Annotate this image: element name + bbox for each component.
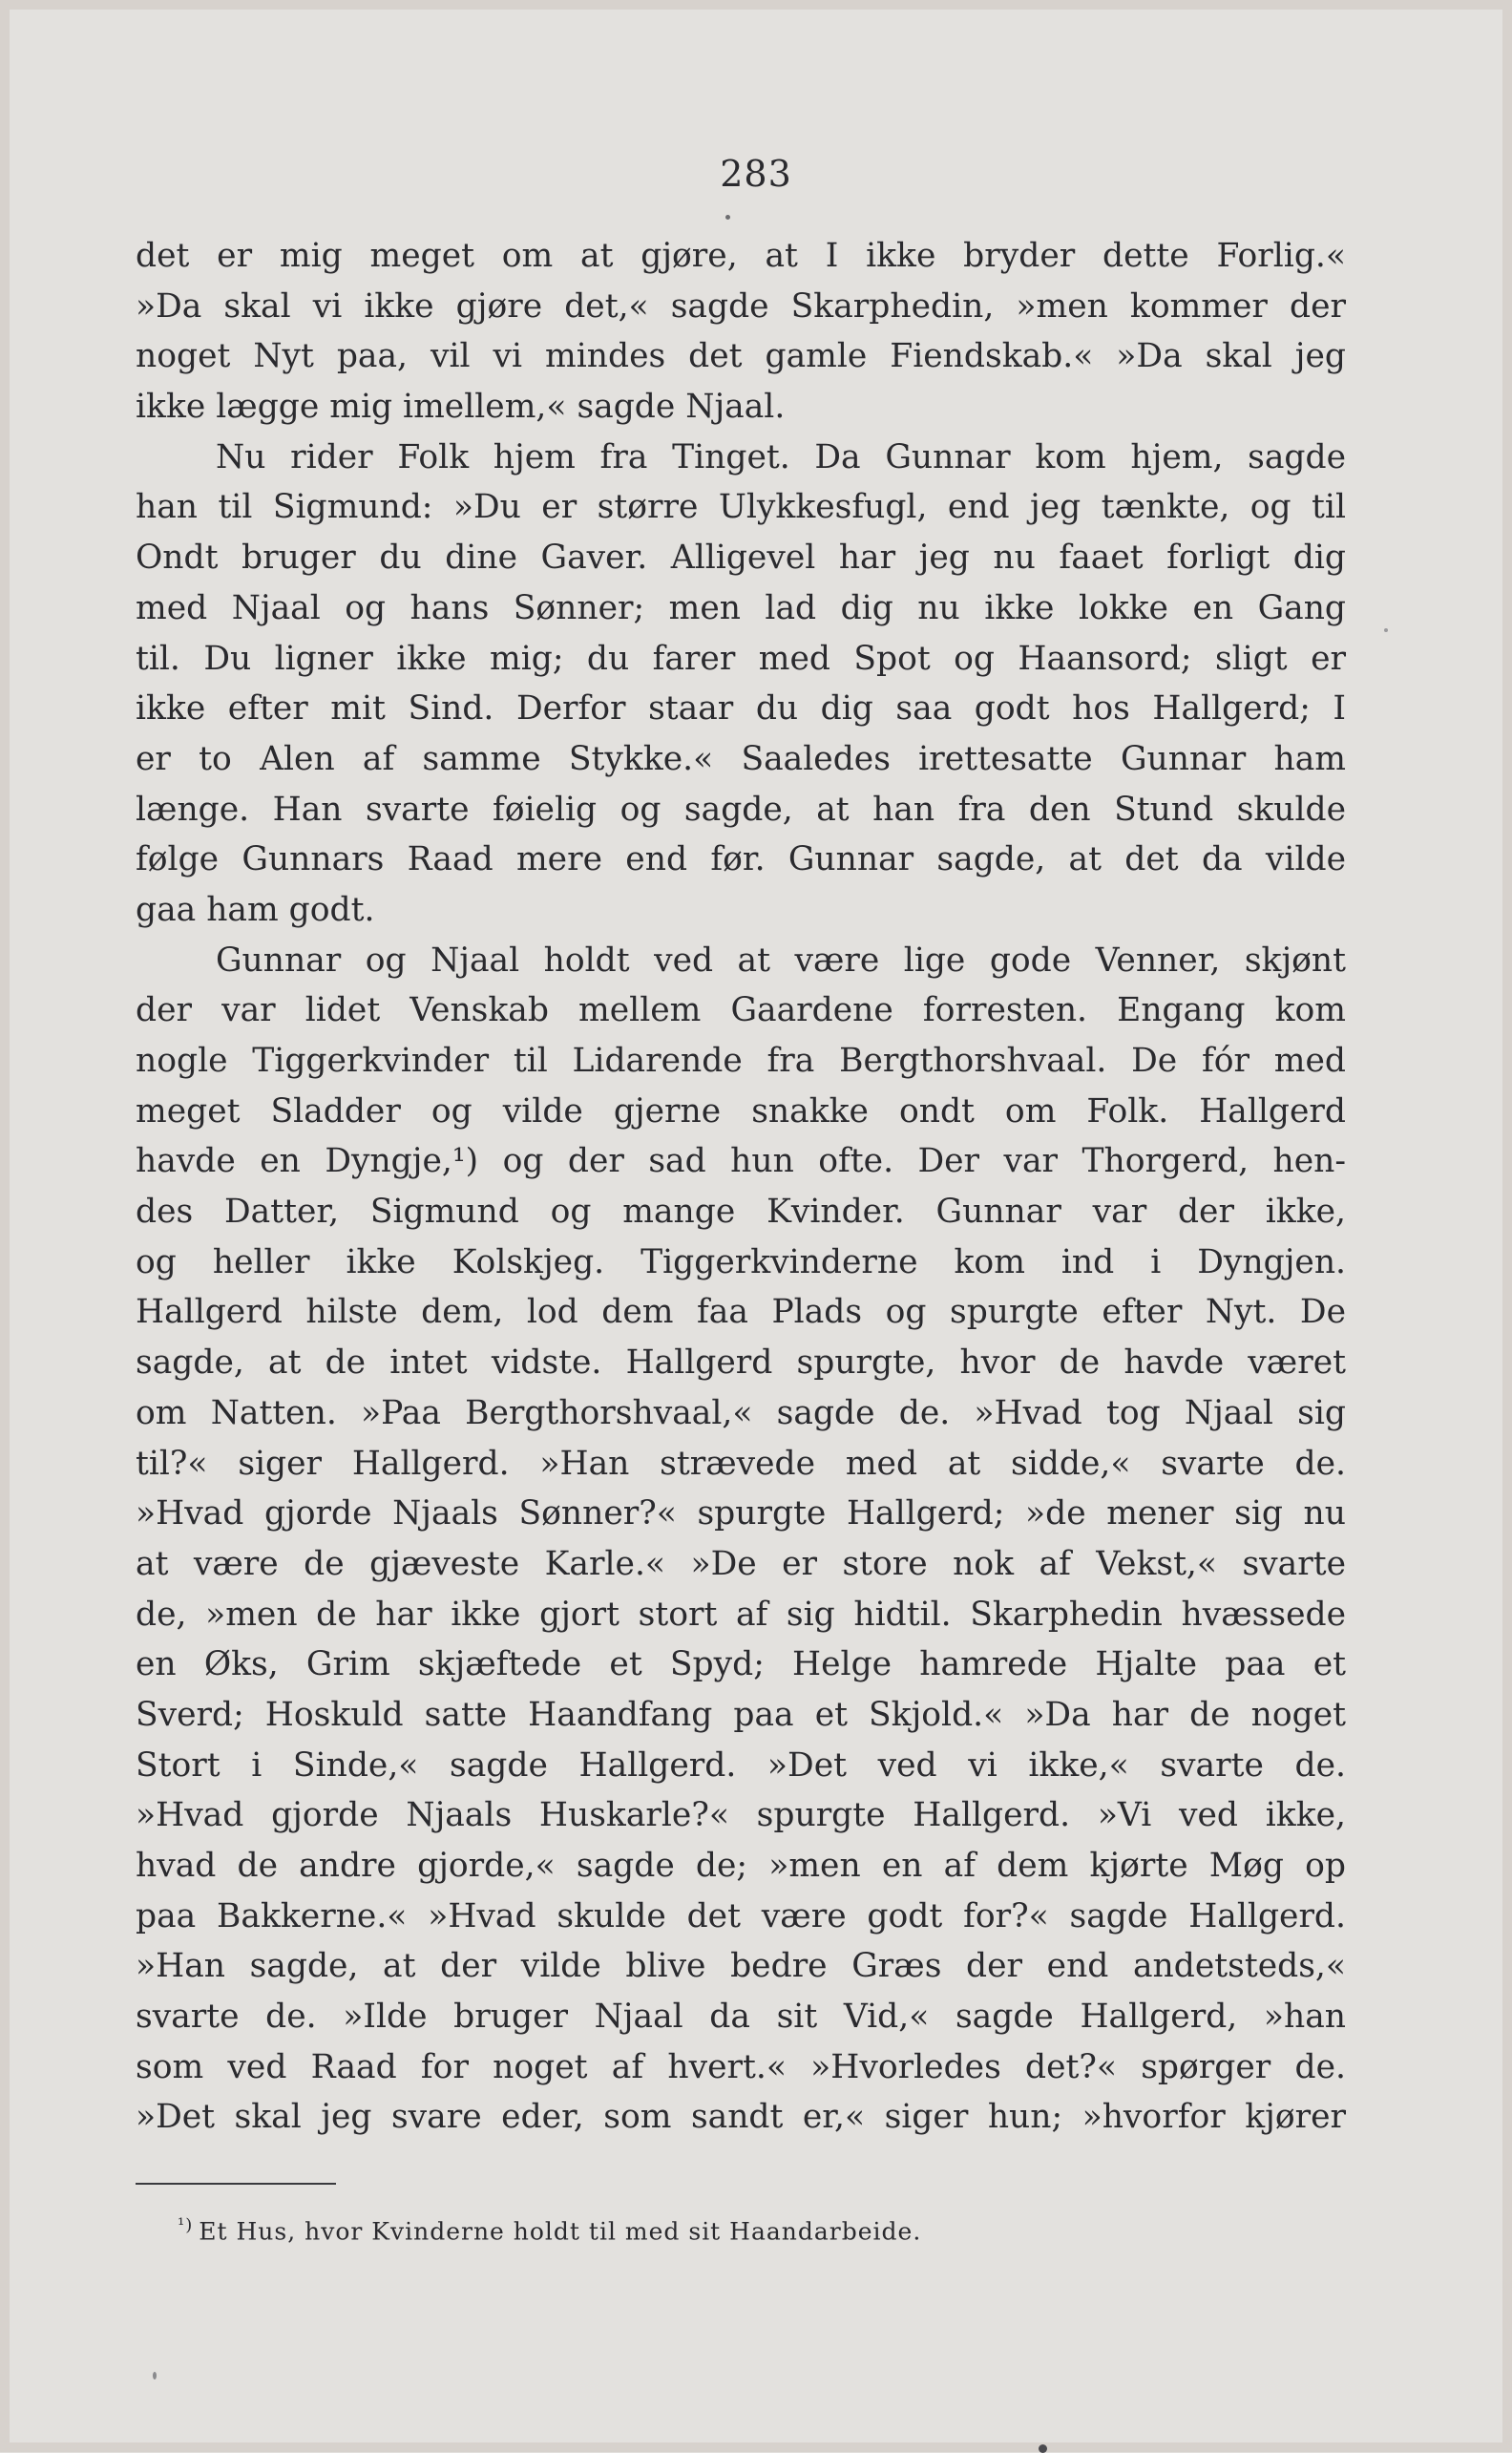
text-line: det er mig meget om at gjøre, at I ikke bryder dette Forlig.«	[136, 237, 1346, 275]
text-line: noget Nyt paa, vil vi mindes det gamle Fiendskab.« »Da skal jeg	[136, 337, 1346, 376]
text-line: Sverd; Hoskuld satte Haandfang paa et Skjold.« »Da har de noget	[136, 1695, 1346, 1734]
text-line: de, »men de har ikke gjort stort af sig hidtil. Skarphedin hvæssede	[136, 1595, 1346, 1634]
text-line: »Han sagde, at der vilde blive bedre Græs der end andetsteds,«	[136, 1947, 1346, 1986]
text-line: følge Gunnars Raad mere end før. Gunnar sagde, at det da vilde	[136, 840, 1346, 879]
text-line: er to Alen af samme Stykke.« Saaledes irettesatte Gunnar ham	[136, 739, 1346, 778]
text-line: Gunnar og Njaal holdt ved at være lige gode Venner, skjønt	[216, 941, 1346, 980]
text-line: længe. Han svarte føielig og sagde, at han fra den Stund skulde	[136, 790, 1346, 829]
ink-speck	[153, 2372, 157, 2379]
body-text	[136, 231, 1346, 2143]
text-line: som ved Raad for noget af hvert.« »Hvorledes det?« spørger de.	[136, 2047, 1346, 2086]
text-line: gaa ham godt.	[136, 890, 375, 929]
text-line: nogle Tiggerkvinder til Lidarende fra Bergthorshvaal. De fór med	[136, 1042, 1346, 1080]
text-line: en Øks, Grim skjæftede et Spyd; Helge hamrede Hjalte paa et	[136, 1645, 1346, 1684]
text-line: og heller ikke Kolskjeg. Tiggerkvinderne kom ind i Dyngjen.	[136, 1242, 1346, 1281]
text-line: ikke efter mit Sind. Derfor staar du dig saa godt hos Hallgerd; I	[136, 689, 1346, 729]
text-line: hvad de andre gjorde,« sagde de; »men en af dem kjørte Møg op	[136, 1847, 1346, 1885]
text-line: at være de gjæveste Karle.« »De er store nok af Vekst,« svarte	[136, 1544, 1346, 1583]
footnote-marker: ¹)	[178, 2215, 194, 2235]
text-line: »Da skal vi ikke gjøre det,« sagde Skarphedin, »men kommer der	[136, 286, 1346, 326]
text-line: »Det skal jeg svare eder, som sandt er,« siger hun; »hvorfor kjører	[136, 2098, 1346, 2137]
text-line: til?« siger Hallgerd. »Han strævede med at sidde,« svarte de.	[136, 1444, 1346, 1483]
text-line: Nu rider Folk hjem fra Tinget. Da Gunnar kom hjem, sagde	[216, 437, 1346, 476]
printer-dot	[725, 215, 730, 220]
text-line: »Hvad gjorde Njaals Huskarle?« spurgte Hallgerd. »Vi ved ikke,	[136, 1796, 1346, 1835]
footnote-text: Et Hus, hvor Kvinderne holdt til med sit Haandarbeide.	[199, 2217, 922, 2246]
page-number: 283	[720, 153, 792, 195]
text-line: havde en Dyngje,¹) og der sad hun ofte. Der var Thorgerd, hen-	[136, 1142, 1346, 1181]
text-line: »Hvad gjorde Njaals Sønner?« spurgte Hallgerd; »de mener sig nu	[136, 1494, 1346, 1533]
text-line: der var lidet Venskab mellem Gaardene forresten. Engang kom	[136, 991, 1346, 1030]
ink-speck	[1384, 628, 1388, 632]
text-line: des Datter, Sigmund og mange Kvinder. Gunnar var der ikke,	[136, 1193, 1346, 1232]
text-line: ikke lægge mig imellem,« sagde Njaal.	[136, 388, 786, 427]
text-line: svarte de. »Ilde bruger Njaal da sit Vid,« sagde Hallgerd, »han	[136, 1998, 1346, 2037]
text-line: med Njaal og hans Sønner; men lad dig nu ikke lokke en Gang	[136, 588, 1346, 627]
text-line: meget Sladder og vilde gjerne snakke ondt om Folk. Hallgerd	[136, 1091, 1346, 1131]
text-line: paa Bakkerne.« »Hvad skulde det være godt for?« sagde Hallgerd.	[136, 1896, 1346, 1935]
text-line: sagde, at de intet vidste. Hallgerd spurgte, hvor de havde været	[136, 1343, 1346, 1383]
text-line: om Natten. »Paa Bergthorshvaal,« sagde de. »Hvad tog Njaal sig	[136, 1393, 1346, 1432]
text-line: Hallgerd hilste dem, lod dem faa Plads og spurgte efter Nyt. De	[136, 1293, 1346, 1332]
text-line: han til Sigmund: »Du er større Ulykkesfugl, end jeg tænkte, og til	[136, 488, 1346, 527]
text-line: Ondt bruger du dine Gaver. Alligevel har jeg nu faaet forligt dig	[136, 539, 1346, 578]
footnote-rule	[136, 2183, 336, 2185]
footnote	[178, 2215, 921, 2245]
text-line: Stort i Sinde,« sagde Hallgerd. »Det ved vi ikke,« svarte de.	[136, 1745, 1346, 1785]
text-line: til. Du ligner ikke mig; du farer med Spot og Haansord; sligt er	[136, 639, 1346, 678]
